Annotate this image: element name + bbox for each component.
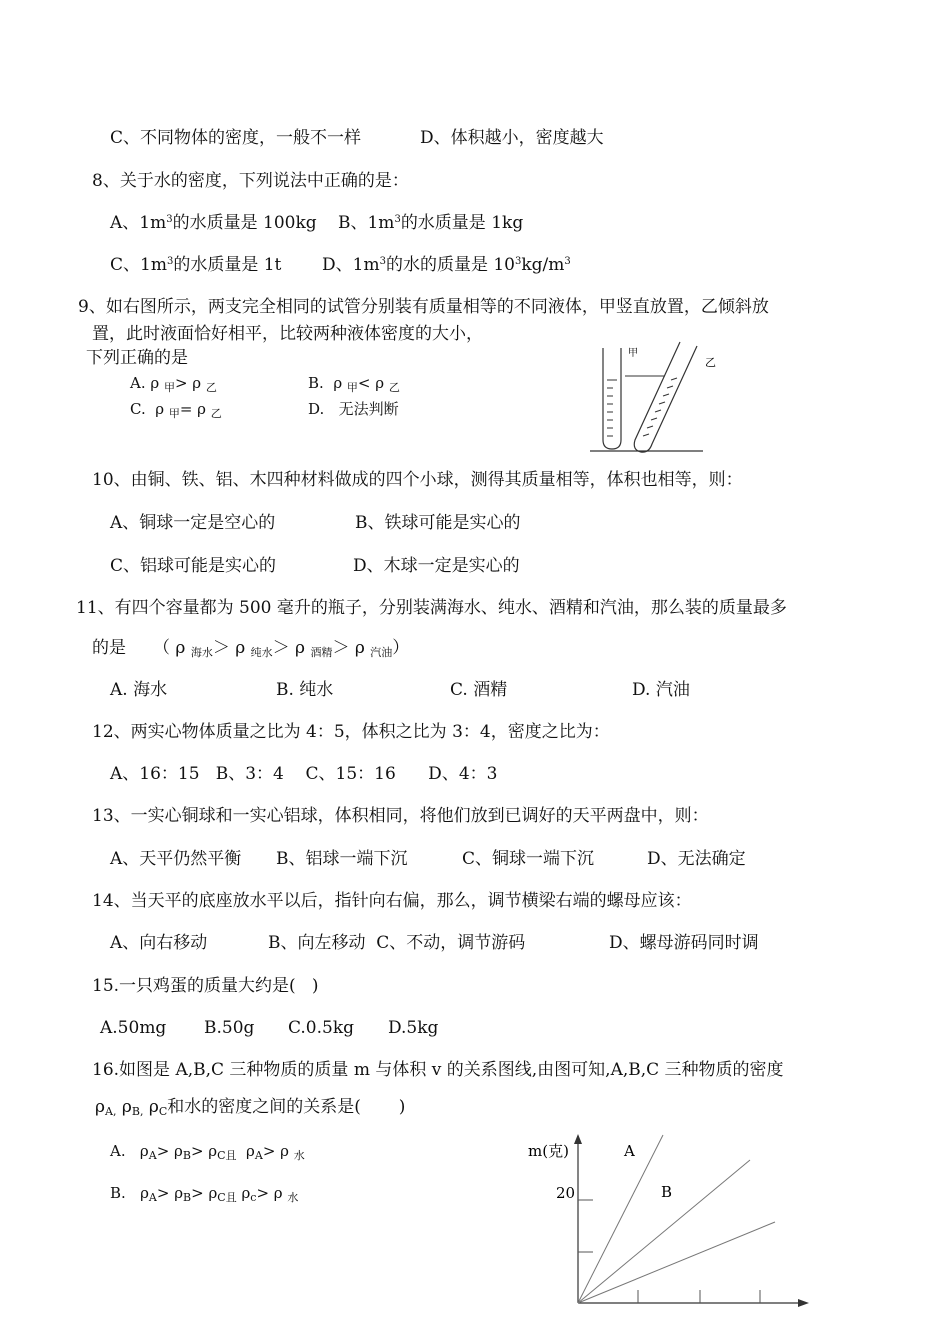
q8-option-a: A、$1m^3$的水质量是 100kg (110, 213, 317, 233)
q13-option-a: A、天平仍然平衡 (110, 849, 242, 869)
q16-stem-line2: $\rho_{A,}$ $\rho_{B,}$ $\rho_C$和水的密度之间的关系是( ) (95, 1097, 406, 1118)
tick-label-20: 20 (556, 1184, 576, 1202)
q11-option-c: C. 酒精 (450, 680, 508, 700)
q13-option-d: D、无法确定 (647, 849, 746, 869)
q10-option-c: C、铝球可能是实心的 (110, 556, 277, 576)
q10-stem: 10、由铜、铁、铝、木四种材料做成的四个小球，测得其质量相等，体积也相等，则： (92, 470, 743, 490)
q11-stem-line2: 的是 （ ρ $_{海水}$＞ ρ $_{纯水}$＞ ρ $_{酒精}$＞ ρ $_{汽油}$） (92, 638, 410, 659)
line-b-label: B (661, 1183, 673, 1201)
q11-option-d: D. 汽油 (632, 680, 690, 700)
q16-option-a: A. $\rho_A> \rho_B> \rho_{C且}$ $\rho_A> \rho$ $_水$ (110, 1142, 305, 1162)
q15-option-d: D.5kg (388, 1018, 439, 1038)
q15-option-c: C.0.5kg (288, 1018, 355, 1038)
q10-option-a: A、铜球一定是空心的 (110, 513, 276, 533)
y-axis-arrow (574, 1134, 582, 1144)
q14-stem: 14、当天平的底座放水平以后，指针向右偏，那么，调节横梁右端的螺母应该： (92, 891, 692, 911)
q9-stem-line2: 置，此时液面恰好相平，比较两种液体密度的大小， (92, 324, 483, 344)
q11-option-a: A. 海水 (110, 680, 168, 700)
tube-jia-liquid (607, 388, 613, 436)
q14-option-a: A、向右移动 (110, 933, 208, 953)
q9-option-d: D. 无法判断 (308, 400, 399, 418)
q16-stem-line1: 16.如图是 A,B,C 三种物质的质量 m 与体积 v 的关系图线,由图可知,A,B,C 三种物质的密度 (92, 1060, 784, 1080)
q8-stem: 8、关于水的密度，下列说法中正确的是： (92, 171, 409, 191)
q9-option-b: B. ρ $_甲$< ρ $_乙$ (308, 374, 400, 394)
x-axis-arrow (798, 1299, 809, 1307)
line-a (578, 1135, 663, 1303)
q9-option-c: C. ρ $_甲$= ρ $_乙$ (130, 400, 222, 420)
q11-stem-line1: 11、有四个容量都为 500 毫升的瓶子，分别装满海水、纯水、酒精和汽油，那么装的质量最多 (76, 598, 787, 618)
q10-option-d: D、木球一定是实心的 (353, 556, 520, 576)
line-b (578, 1160, 750, 1303)
q9-option-a: A. ρ $_甲$> ρ $_乙$ (130, 374, 217, 394)
line-c (578, 1222, 775, 1303)
tube-jia (603, 348, 621, 449)
q13-option-c: C、铜球一端下沉 (462, 849, 595, 869)
label-jia: 甲 (628, 348, 638, 359)
q8-option-c: C、$1m^3$的水质量是 1t (110, 255, 282, 275)
q9-stem-line3: 下列正确的是 (86, 348, 188, 368)
q14-option-d: D、螺母游码同时调 (609, 933, 759, 953)
q15-stem: 15.一只鸡蛋的质量大约是( ) (92, 976, 319, 996)
q15-option-b: B.50g (204, 1018, 255, 1038)
q8-option-d: D、$1m^3$的水的质量是 $10^3kg/m^3$ (322, 255, 571, 275)
q12-options: A、16：15 B、3：4 C、15：16 D、4：3 (110, 764, 498, 784)
q14-option-bc: B、向左移动 C、不动，调节游码 (268, 933, 526, 953)
q13-option-b: B、铝球一端下沉 (276, 849, 408, 869)
q11-option-b: B. 纯水 (276, 680, 334, 700)
q13-stem: 13、一实心铜球和一实心铝球，体积相同，将他们放到已调好的天平两盘中，则： (92, 806, 709, 826)
q10-option-b: B、铁球可能是实心的 (355, 513, 521, 533)
q7-option-c: C、不同物体的密度，一般不一样 (110, 128, 362, 148)
axis-ticks (578, 1200, 760, 1303)
q7-option-d: D、体积越小，密度越大 (420, 128, 604, 148)
q15-option-a: A.50mg (100, 1018, 167, 1038)
line-a-label: A (624, 1142, 635, 1160)
q9-stem-line1: 9、如右图所示，两支完全相同的试管分别装有质量相等的不同液体，甲竖直放置，乙倾斜放 (78, 297, 769, 317)
q16-option-b: B. $\rho_A> \rho_B> \rho_{C且}$ $\rho_c> \rho$ $_水$ (110, 1184, 299, 1204)
mass-volume-graph (520, 1130, 820, 1320)
test-tube-figure (585, 340, 725, 455)
q12-stem: 12、两实心物体质量之比为 4：5，体积之比为 3：4，密度之比为： (92, 722, 610, 742)
label-yi: 乙 (705, 356, 716, 369)
y-axis-label: m(克) (528, 1142, 569, 1160)
q8-option-b: B、$1m^3$的水质量是 1kg (338, 213, 524, 233)
